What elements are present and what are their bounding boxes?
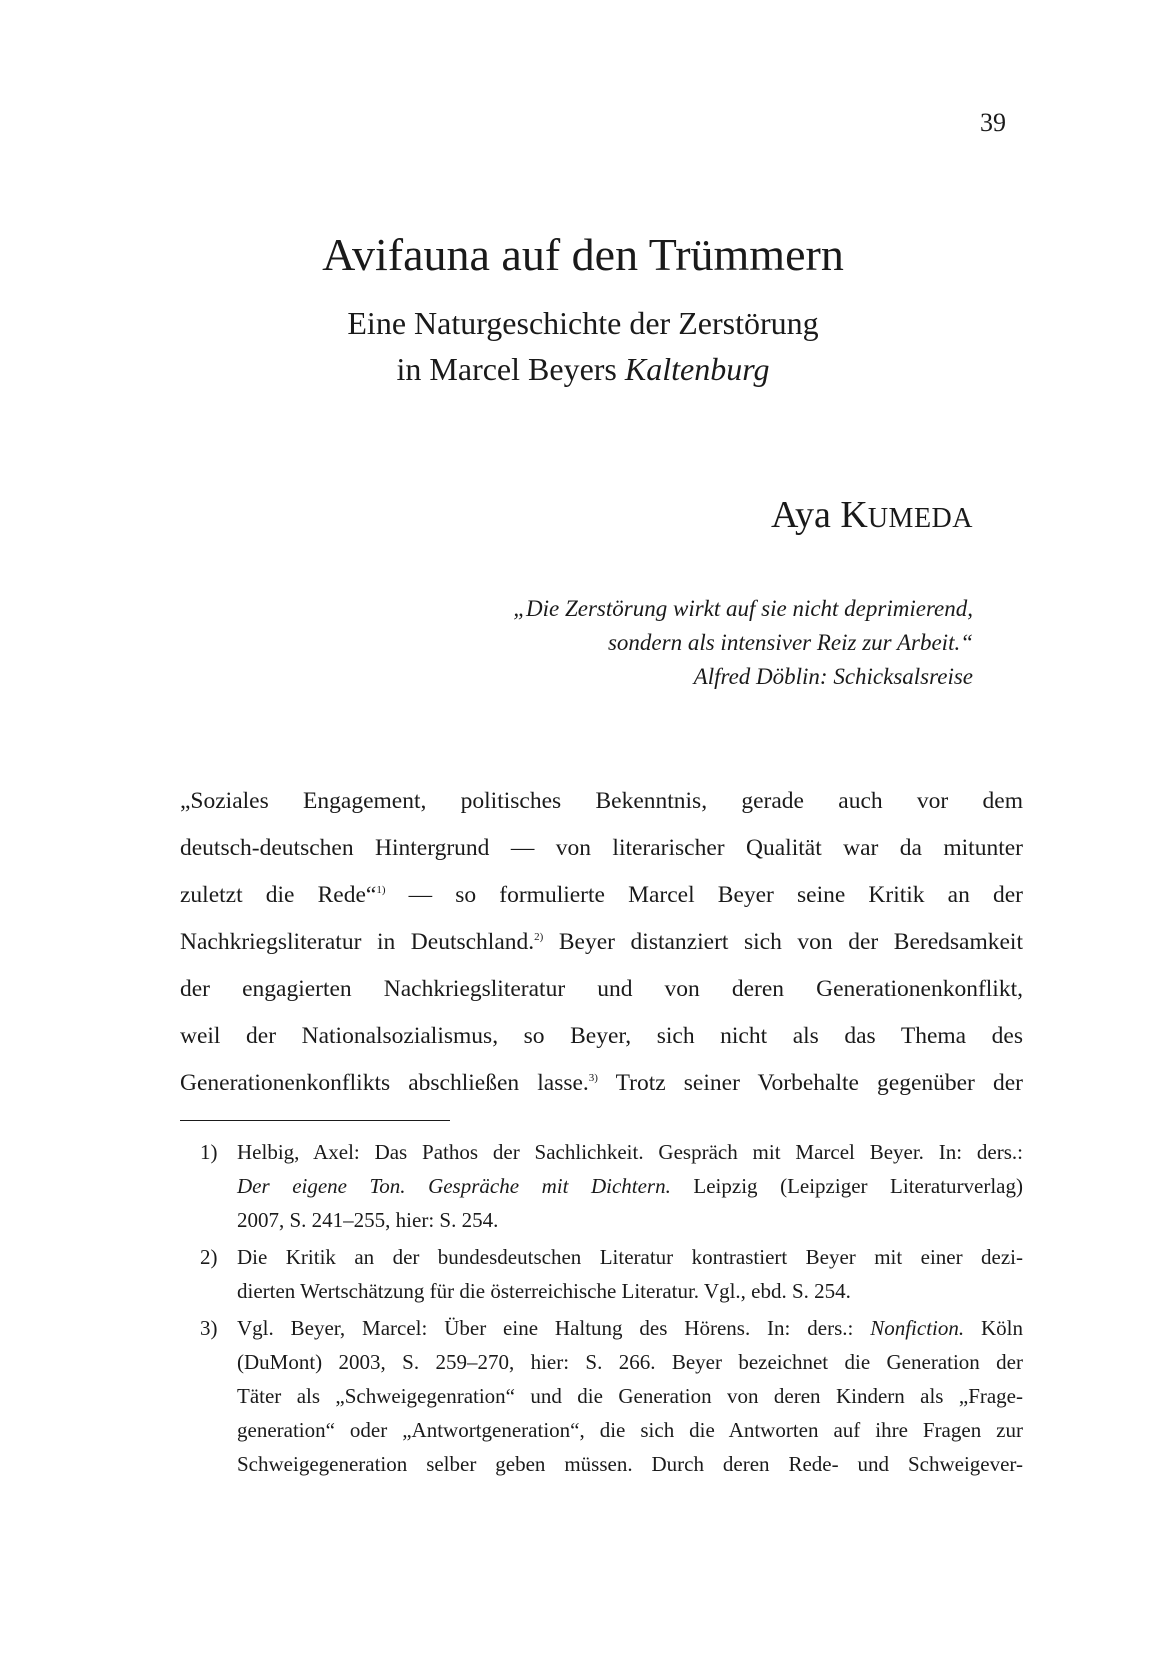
body-line (180, 872, 1023, 919)
epigraph (513, 592, 973, 694)
footnote-line: dierten Wertschätzung für die österreichische Literatur. Vgl., ebd. S. 254. (237, 1279, 851, 1303)
footnote-line: (DuMont) 2003, S. 259–270, hier: S. 266. Beyer bezeichnet die Generation der (237, 1350, 1023, 1374)
footnote-number: 1) (200, 1140, 218, 1164)
author-given-name: Aya (771, 494, 831, 536)
body-line (180, 1060, 1023, 1107)
article-title: Avifauna auf den Trümmern (322, 229, 844, 280)
body-text (180, 778, 1023, 1107)
subtitle-line-2 (0, 346, 1166, 392)
body-text-span: Nachkriegsliteratur in Deutschland. (180, 929, 535, 955)
body-line: weil der Nationalsozialismus, so Beyer, sich nicht als das Thema des (180, 1023, 1023, 1049)
article-subtitle (0, 300, 1166, 392)
epigraph-line-2: sondern als intensiver Reiz zur Arbeit.“ (607, 630, 973, 655)
footnote-line: generation“ oder „Antwortgeneration“, die sich die Antworten auf ihre Fragen zur (237, 1418, 1023, 1442)
subtitle-line-1: Eine Naturgeschichte der Zerstörung (347, 305, 819, 341)
footnote-2 (180, 1240, 1023, 1308)
body-text-span: — so formulierte Marcel Beyer seine Kritik an der (385, 882, 1023, 908)
footnote-book-title: Nonfiction. (870, 1316, 965, 1340)
footnote-line (237, 1169, 1023, 1203)
body-text-span: Generationenkonflikts abschließen lasse. (180, 1070, 589, 1096)
body-text-span: Trotz seiner Vorbehalte gegenüber der (597, 1070, 1023, 1096)
body-text-span: zuletzt die Rede“ (180, 882, 377, 908)
footnote-3 (180, 1311, 1023, 1481)
body-line: „Soziales Engagement, politisches Bekenntnis, gerade auch vor dem (180, 788, 1023, 814)
epigraph-line-1: „Die Zerstörung wirkt auf sie nicht deprimierend, (513, 596, 973, 621)
footnote-separator (180, 1120, 450, 1121)
author-family-rest: UMEDA (867, 503, 973, 534)
footnote-line: Schweigegeneration selber geben müssen. Durch deren Rede- und Schweigever- (237, 1452, 1023, 1476)
footnote-number: 2) (200, 1245, 218, 1269)
subtitle-book-title: Kaltenburg (624, 351, 770, 387)
footnote-line: Die Kritik an der bundesdeutschen Literatur kontrastiert Beyer mit einer dezi- (237, 1245, 1023, 1269)
page-number: 39 (980, 108, 1006, 137)
footnote-line: 2007, S. 241–255, hier: S. 254. (237, 1208, 499, 1232)
author-name (771, 493, 973, 537)
footnote-text-span: Köln (964, 1316, 1023, 1340)
footnote-line: Helbig, Axel: Das Pathos der Sachlichkeit. Gespräch mit Marcel Beyer. In: ders.: (237, 1140, 1023, 1164)
footnote-text-span: Vgl. Beyer, Marcel: Über eine Haltung des Hörens. In: ders.: (237, 1316, 871, 1340)
body-line: deutsch-deutschen Hintergrund — von literarischer Qualität war da mitunter (180, 835, 1023, 861)
body-text-span: Beyer distanziert sich von der Beredsamkeit (543, 929, 1023, 955)
body-line: der engagierten Nachkriegsliteratur und von deren Generationenkonflikt, (180, 976, 1023, 1002)
footnote-ref-1: 1) (376, 884, 386, 896)
footnote-line (237, 1311, 1023, 1345)
subtitle-line-2-prefix: in Marcel Beyers (396, 351, 625, 387)
body-line (180, 919, 1023, 966)
footnote-book-title: Der eigene Ton. Gespräche mit Dichtern. (237, 1174, 671, 1198)
footnote-1 (180, 1135, 1023, 1237)
footnote-text-span: Leipzig (Leipziger Literaturverlag) (670, 1174, 1023, 1198)
footnotes (180, 1135, 1023, 1484)
footnote-line: Täter als „Schweigegenration“ und die Generation von deren Kindern als „Frage- (237, 1384, 1023, 1408)
footnote-number: 3) (200, 1316, 218, 1340)
footnote-ref-2: 2) (534, 931, 544, 943)
author-family-initial: K (840, 494, 868, 536)
epigraph-attribution: Alfred Döblin: Schicksalsreise (693, 664, 973, 689)
footnote-ref-3: 3) (588, 1072, 598, 1084)
